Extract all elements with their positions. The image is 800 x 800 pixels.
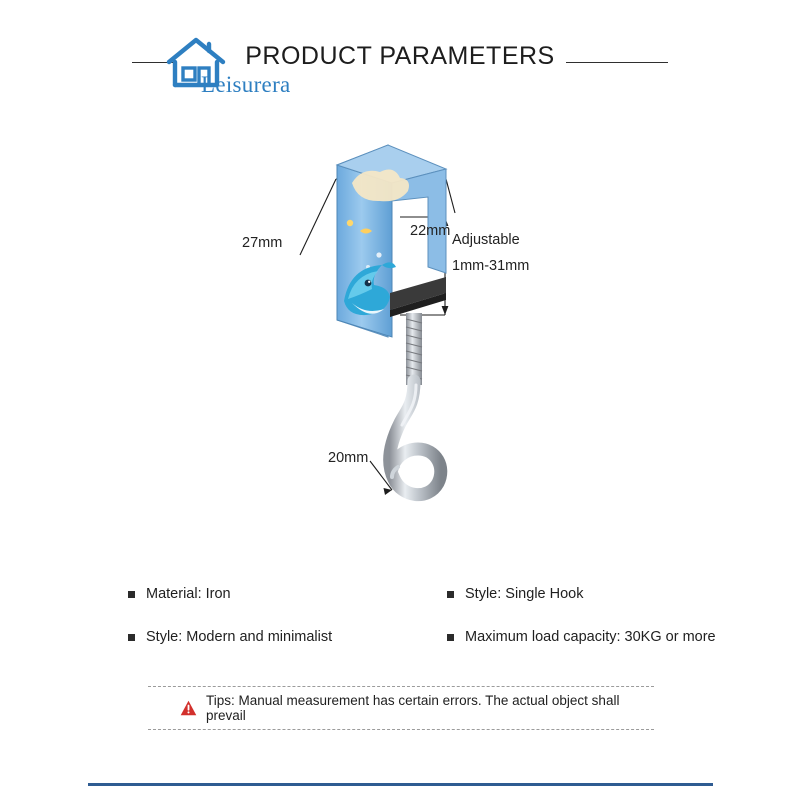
product-diagram	[240, 105, 570, 545]
square-bullet-icon	[447, 634, 454, 641]
spec-label: Material: Iron	[146, 586, 231, 602]
spec-item-style-design	[128, 628, 429, 647]
dimension-depth-label: 22mm	[410, 223, 451, 239]
spec-row	[128, 585, 748, 604]
square-bullet-icon	[447, 591, 454, 598]
dimension-hook-label: 20mm	[328, 450, 369, 466]
product-illustration	[240, 105, 570, 545]
brand-logo	[163, 32, 343, 97]
dimension-adjustable-range-label: 1mm-31mm	[452, 258, 530, 274]
tips-text: Tips: Manual measurement has certain errors. The actual object shall prevail	[206, 693, 620, 723]
spec-item-load-capacity	[429, 628, 748, 647]
warning-icon	[180, 700, 197, 717]
page-title: PRODUCT PARAMETERS	[245, 42, 555, 70]
tips-divider-bottom	[148, 729, 654, 730]
spec-item-material	[128, 585, 429, 604]
page-header	[0, 18, 800, 97]
tips-section	[148, 686, 654, 730]
square-bullet-icon	[128, 591, 135, 598]
spec-label: Maximum load capacity: 30KG or more	[465, 628, 716, 645]
spec-label: Style: Modern and minimalist	[146, 628, 333, 645]
dimension-adjustable-label: Adjustable	[452, 232, 520, 248]
brand-name: Leisurera	[201, 72, 291, 97]
square-bullet-icon	[128, 634, 135, 641]
tips-row	[148, 687, 654, 729]
specifications-list	[128, 585, 748, 671]
spec-item-style-type	[429, 585, 748, 604]
spec-label: Style: Single Hook	[465, 586, 584, 602]
bottom-accent-bar	[88, 783, 713, 786]
dimension-width-label: 27mm	[242, 235, 283, 251]
spec-row	[128, 628, 748, 647]
